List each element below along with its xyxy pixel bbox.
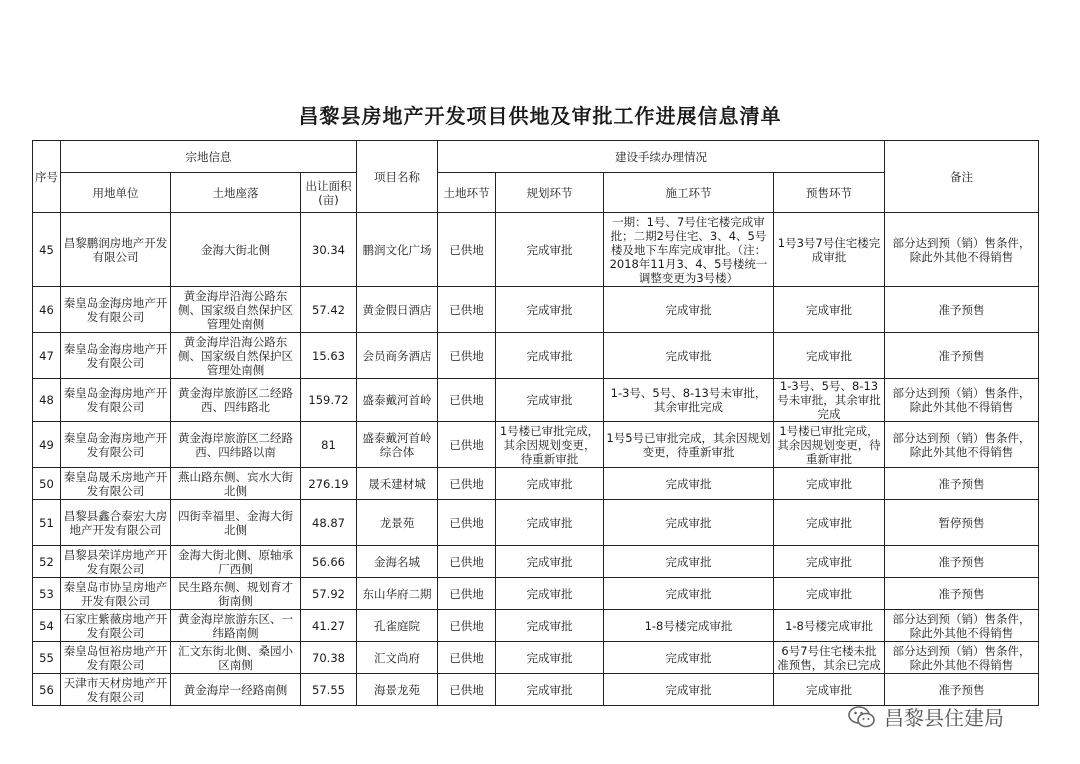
row-build-stage: 完成审批 xyxy=(604,546,774,578)
row-location: 黄金海岸旅游区二经路西、四纬路北 xyxy=(171,379,301,422)
row-no: 48 xyxy=(33,379,61,422)
row-area: 159.72 xyxy=(301,379,357,422)
row-location: 黄金海岸沿海公路东侧、国家级自然保护区管理处南侧 xyxy=(171,287,301,333)
table-row xyxy=(33,333,1039,379)
row-remark: 准予预售 xyxy=(885,578,1039,610)
row-remark: 部分达到预（销）售条件，除此外其他不得销售 xyxy=(885,422,1039,468)
row-area: 276.19 xyxy=(301,468,357,500)
row-presale-stage: 完成审批 xyxy=(774,333,885,379)
row-plan-stage: 1号楼已审批完成，其余因规划变更，待重新审批 xyxy=(496,422,604,468)
table-row xyxy=(33,546,1039,578)
row-no: 54 xyxy=(33,610,61,642)
row-location: 汇文东街北侧、桑园小区南侧 xyxy=(171,642,301,674)
row-unit: 秦皇岛恒裕房地产开发有限公司 xyxy=(61,642,171,674)
row-remark: 准予预售 xyxy=(885,333,1039,379)
row-unit: 石家庄紫薇房地产开发有限公司 xyxy=(61,610,171,642)
row-plan-stage: 完成审批 xyxy=(496,213,604,287)
row-build-stage: 完成审批 xyxy=(604,674,774,706)
table-row xyxy=(33,287,1039,333)
row-presale-stage: 1号楼已审批完成，其余因规划变更，待重新审批 xyxy=(774,422,885,468)
row-area: 48.87 xyxy=(301,500,357,546)
row-unit: 昌黎鹏润房地产开发有限公司 xyxy=(61,213,171,287)
row-no: 49 xyxy=(33,422,61,468)
row-presale-stage: 6号7号住宅楼未批准预售，其余已完成 xyxy=(774,642,885,674)
row-location: 黄金海岸沿海公路东侧、国家级自然保护区管理处南侧 xyxy=(171,333,301,379)
row-plan-stage: 完成审批 xyxy=(496,546,604,578)
row-project: 盛泰戴河首岭综合体 xyxy=(357,422,438,468)
row-plan-stage: 完成审批 xyxy=(496,610,604,642)
table-row xyxy=(33,578,1039,610)
header-procedures: 建设手续办理情况 xyxy=(438,141,885,173)
row-land-stage: 已供地 xyxy=(438,333,496,379)
row-build-stage: 完成审批 xyxy=(604,333,774,379)
row-presale-stage: 1号3号7号住宅楼完成审批 xyxy=(774,213,885,287)
header-location: 土地座落 xyxy=(171,173,301,213)
row-remark: 准予预售 xyxy=(885,674,1039,706)
row-area: 70.38 xyxy=(301,642,357,674)
row-land-stage: 已供地 xyxy=(438,610,496,642)
header-project: 项目名称 xyxy=(357,141,438,213)
table-row xyxy=(33,610,1039,642)
row-land-stage: 已供地 xyxy=(438,422,496,468)
row-area: 57.92 xyxy=(301,578,357,610)
row-remark: 准予预售 xyxy=(885,468,1039,500)
row-plan-stage: 完成审批 xyxy=(496,578,604,610)
row-presale-stage: 完成审批 xyxy=(774,674,885,706)
header-land-info: 宗地信息 xyxy=(61,141,357,173)
row-presale-stage: 完成审批 xyxy=(774,287,885,333)
row-no: 55 xyxy=(33,642,61,674)
row-no: 46 xyxy=(33,287,61,333)
row-remark: 部分达到预（销）售条件，除此外其他不得销售 xyxy=(885,610,1039,642)
header-land-stage: 土地环节 xyxy=(438,173,496,213)
row-location: 民生路东侧、规划育才街南侧 xyxy=(171,578,301,610)
row-presale-stage: 1-3号、5号、8-13号未审批，其余审批完成 xyxy=(774,379,885,422)
row-build-stage: 完成审批 xyxy=(604,642,774,674)
table-row xyxy=(33,379,1039,422)
table-row xyxy=(33,642,1039,674)
row-project: 孔雀庭院 xyxy=(357,610,438,642)
row-build-stage: 完成审批 xyxy=(604,500,774,546)
row-area: 30.34 xyxy=(301,213,357,287)
row-remark: 准予预售 xyxy=(885,287,1039,333)
header-seq: 序号 xyxy=(33,141,61,213)
row-presale-stage: 完成审批 xyxy=(774,468,885,500)
row-unit: 昌黎县鑫合泰宏大房地产开发有限公司 xyxy=(61,500,171,546)
row-unit: 秦皇岛金海房地产开发有限公司 xyxy=(61,333,171,379)
row-unit: 秦皇岛市协呈房地产开发有限公司 xyxy=(61,578,171,610)
row-land-stage: 已供地 xyxy=(438,287,496,333)
wechat-icon xyxy=(848,705,876,729)
row-project: 会员商务酒店 xyxy=(357,333,438,379)
row-location: 金海大街北侧 xyxy=(171,213,301,287)
header-presale-stage: 预售环节 xyxy=(774,173,885,213)
row-presale-stage: 完成审批 xyxy=(774,578,885,610)
row-land-stage: 已供地 xyxy=(438,674,496,706)
row-location: 四街幸福里、金海大街北侧 xyxy=(171,500,301,546)
row-presale-stage: 1-8号楼完成审批 xyxy=(774,610,885,642)
row-no: 53 xyxy=(33,578,61,610)
row-location: 燕山路东侧、宾水大街北侧 xyxy=(171,468,301,500)
watermark-text: 昌黎县住建局 xyxy=(884,706,1004,730)
row-build-stage: 1-8号楼完成审批 xyxy=(604,610,774,642)
row-project: 盛泰戴河首岭 xyxy=(357,379,438,422)
header-remark: 备注 xyxy=(885,141,1039,213)
row-unit: 天津市天材房地产开发有限公司 xyxy=(61,674,171,706)
row-unit: 秦皇岛金海房地产开发有限公司 xyxy=(61,287,171,333)
row-no: 50 xyxy=(33,468,61,500)
row-location: 黄金海岸旅游区二经路西、四纬路以南 xyxy=(171,422,301,468)
row-project: 晟禾建材城 xyxy=(357,468,438,500)
row-plan-stage: 完成审批 xyxy=(496,468,604,500)
row-location: 金海大街北侧、原轴承厂西侧 xyxy=(171,546,301,578)
row-land-stage: 已供地 xyxy=(438,642,496,674)
row-project: 海景龙苑 xyxy=(357,674,438,706)
row-area: 15.63 xyxy=(301,333,357,379)
table-row xyxy=(33,468,1039,500)
row-project: 金海名城 xyxy=(357,546,438,578)
row-area: 57.42 xyxy=(301,287,357,333)
row-remark: 暂停预售 xyxy=(885,500,1039,546)
row-no: 47 xyxy=(33,333,61,379)
row-unit: 秦皇岛晟禾房地产开发有限公司 xyxy=(61,468,171,500)
row-land-stage: 已供地 xyxy=(438,379,496,422)
row-land-stage: 已供地 xyxy=(438,546,496,578)
row-area: 56.66 xyxy=(301,546,357,578)
row-plan-stage: 完成审批 xyxy=(496,379,604,422)
row-project: 鹏润文化广场 xyxy=(357,213,438,287)
progress-table xyxy=(32,140,1039,706)
row-land-stage: 已供地 xyxy=(438,213,496,287)
row-build-stage: 完成审批 xyxy=(604,468,774,500)
row-unit: 昌黎县荣详房地产开发有限公司 xyxy=(61,546,171,578)
header-area: 出让面积(亩) xyxy=(301,173,357,213)
row-location: 黄金海岸旅游东区、一纬路南侧 xyxy=(171,610,301,642)
row-remark: 准予预售 xyxy=(885,546,1039,578)
header-user-unit: 用地单位 xyxy=(61,173,171,213)
row-no: 51 xyxy=(33,500,61,546)
row-location: 黄金海岸一经路南侧 xyxy=(171,674,301,706)
row-plan-stage: 完成审批 xyxy=(496,500,604,546)
row-build-stage: 完成审批 xyxy=(604,578,774,610)
row-unit: 秦皇岛金海房地产开发有限公司 xyxy=(61,379,171,422)
row-plan-stage: 完成审批 xyxy=(496,333,604,379)
row-area: 81 xyxy=(301,422,357,468)
row-project: 汇文尚府 xyxy=(357,642,438,674)
row-build-stage: 1-3号、5号、8-13号未审批，其余审批完成 xyxy=(604,379,774,422)
row-no: 52 xyxy=(33,546,61,578)
table-row xyxy=(33,674,1039,706)
row-build-stage: 1号5号已审批完成，其余因规划变更，待重新审批 xyxy=(604,422,774,468)
row-remark: 部分达到预（销）售条件，除此外其他不得销售 xyxy=(885,213,1039,287)
row-unit: 秦皇岛金海房地产开发有限公司 xyxy=(61,422,171,468)
row-no: 45 xyxy=(33,213,61,287)
row-plan-stage: 完成审批 xyxy=(496,642,604,674)
watermark xyxy=(848,702,1004,731)
row-remark: 部分达到预（销）售条件，除此外其他不得销售 xyxy=(885,379,1039,422)
table-row xyxy=(33,422,1039,468)
row-plan-stage: 完成审批 xyxy=(496,674,604,706)
row-presale-stage: 完成审批 xyxy=(774,546,885,578)
row-build-stage: 完成审批 xyxy=(604,287,774,333)
row-project: 黄金假日酒店 xyxy=(357,287,438,333)
table-row xyxy=(33,500,1039,546)
row-project: 龙景苑 xyxy=(357,500,438,546)
row-area: 41.27 xyxy=(301,610,357,642)
header-build-stage: 施工环节 xyxy=(604,173,774,213)
row-no: 56 xyxy=(33,674,61,706)
row-presale-stage: 完成审批 xyxy=(774,500,885,546)
row-plan-stage: 完成审批 xyxy=(496,287,604,333)
row-land-stage: 已供地 xyxy=(438,578,496,610)
row-land-stage: 已供地 xyxy=(438,468,496,500)
page-title: 昌黎县房地产开发项目供地及审批工作进展信息清单 xyxy=(298,104,782,128)
row-build-stage: 一期：1号、7号住宅楼完成审批；二期2号住宅、3、4、5号楼及地下车库完成审批。（注：2018年11月3、4、5号楼统一调整变更为3号楼） xyxy=(604,213,774,287)
header-plan-stage: 规划环节 xyxy=(496,173,604,213)
row-project: 东山华府二期 xyxy=(357,578,438,610)
table-row xyxy=(33,213,1039,287)
row-remark: 部分达到预（销）售条件，除此外其他不得销售 xyxy=(885,642,1039,674)
row-land-stage: 已供地 xyxy=(438,500,496,546)
row-area: 57.55 xyxy=(301,674,357,706)
